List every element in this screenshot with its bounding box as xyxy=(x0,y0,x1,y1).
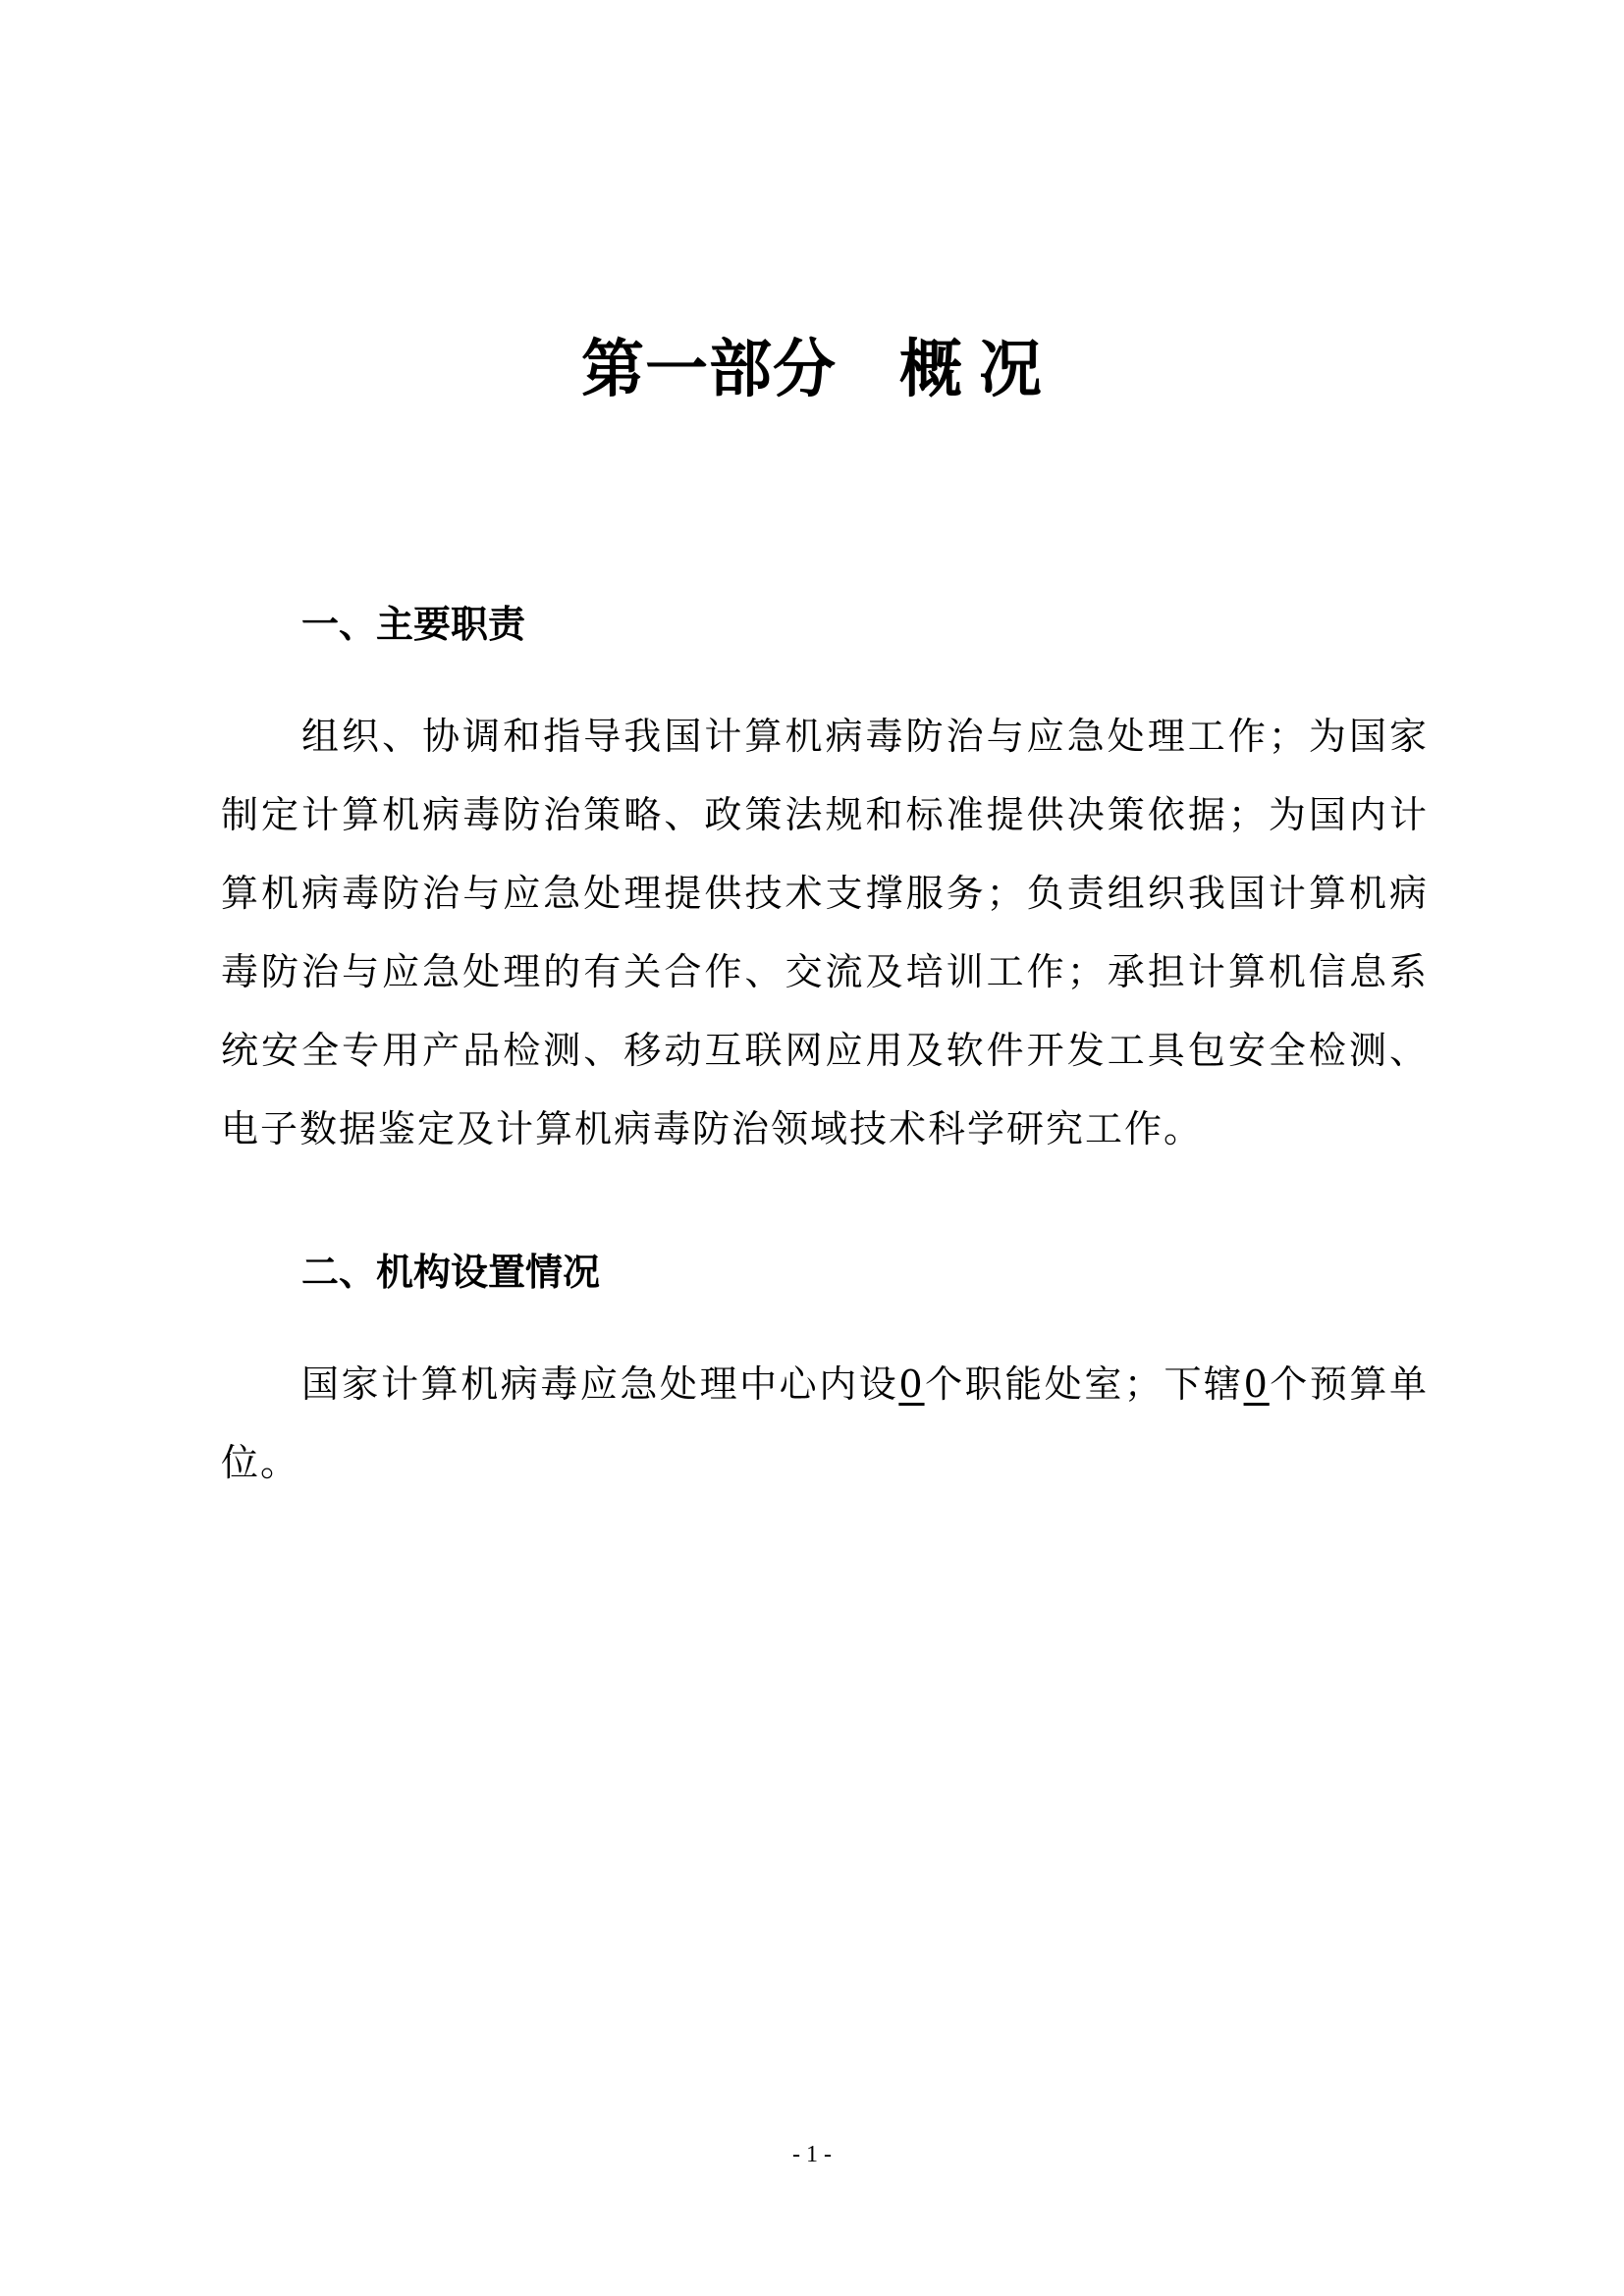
title-word-2: 况 xyxy=(979,333,1043,406)
subordinate-units-count: 0 xyxy=(1243,1362,1270,1406)
page-title xyxy=(0,319,1624,409)
title-part: 第一部分 xyxy=(581,333,837,406)
internal-offices-count: 0 xyxy=(898,1362,925,1406)
section-heading-organization: 二、机构设置情况 xyxy=(301,1251,601,1294)
title-word-1: 概 xyxy=(899,333,963,406)
organization-text-part2: 个职能处室；下辖 xyxy=(924,1362,1244,1406)
main-duties-paragraph: 组织、协调和指导我国计算机病毒防治与应急处理工作；为国家制定计算机病毒防治策略、政策法规和标准提供决策依据；为国内计算机病毒防治与应急处理提供技术支撑服务；负责组织我国计算机病毒防治与应急处理的有关合作、交流及培训工作；承担计算机信息系统安全专用产品检测、移动互联网应用及软件开发工具包安全检测、电子数据鉴定及计算机病毒防治领域技术科学研究工作。 xyxy=(221,715,1429,1150)
organization-paragraph xyxy=(221,1345,1429,1502)
section-heading-main-duties: 一、主要职责 xyxy=(301,603,526,646)
page-number: - 1 - xyxy=(792,2142,832,2167)
organization-text-part1: 国家计算机病毒应急处理中心内设 xyxy=(301,1362,899,1406)
organization-text-part3: 个预算单位。 xyxy=(221,1362,1429,1484)
